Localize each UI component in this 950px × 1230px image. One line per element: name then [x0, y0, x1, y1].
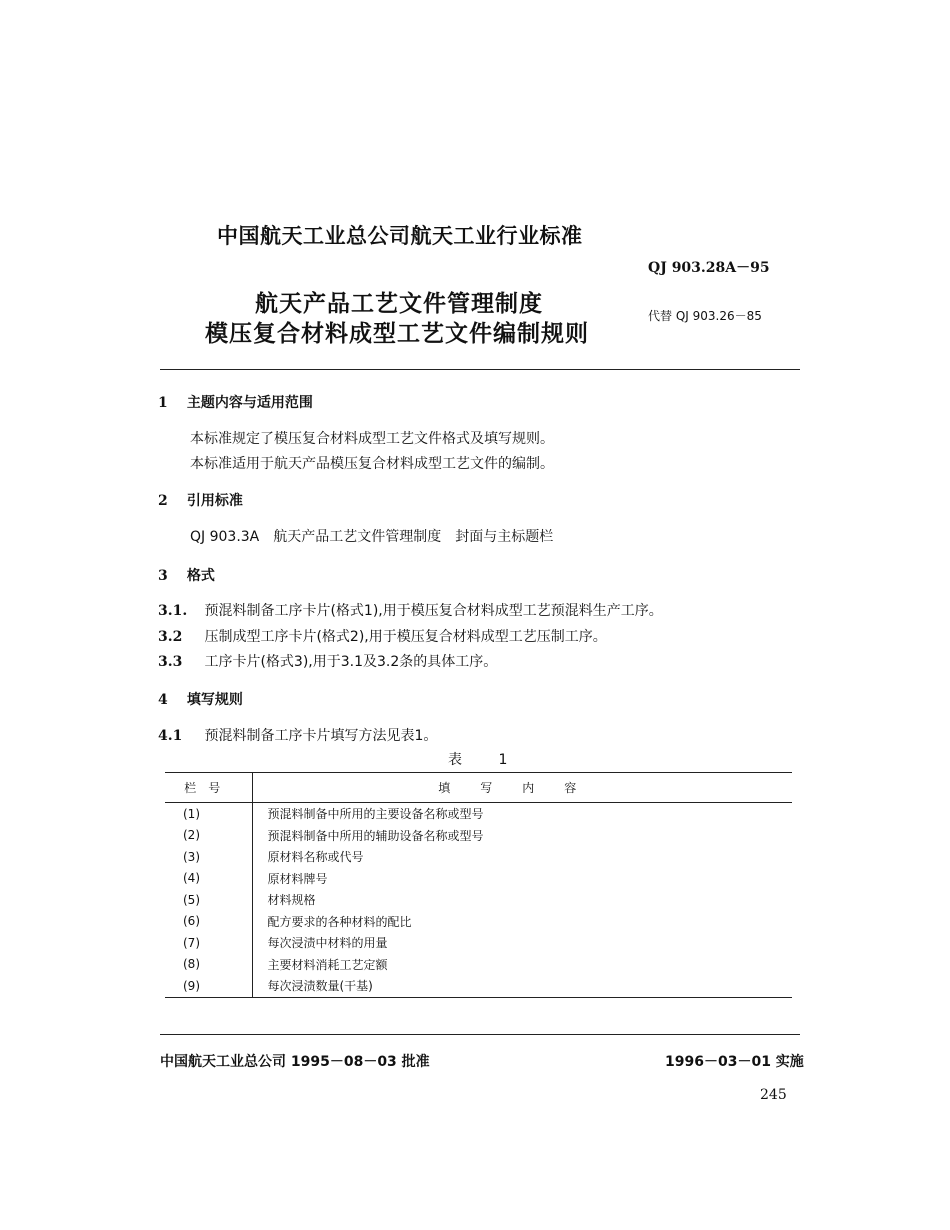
table-row — [165, 803, 792, 825]
section-title: 主题内容与适用范围 — [186, 395, 313, 411]
field-no-cell: (5) — [165, 889, 252, 911]
fill-rules-table — [165, 772, 792, 998]
section-1-paragraph-1: 本标准规定了模压复合材料成型工艺文件格式及填写规则。 — [190, 431, 554, 447]
clause-number: 3.1. — [158, 603, 188, 619]
section-3-heading — [158, 565, 215, 585]
table-row — [165, 889, 792, 911]
clause-number: 3.3 — [158, 654, 183, 670]
page-number: 245 — [760, 1087, 787, 1103]
clause-3-2 — [158, 626, 607, 646]
clause-text: 工序卡片(格式3),用于3.1及3.2条的具体工序。 — [204, 654, 498, 670]
field-no-cell: (6) — [165, 911, 252, 933]
section-2-heading — [158, 490, 243, 510]
table-row — [165, 868, 792, 890]
table-row — [165, 954, 792, 976]
field-no-cell: (8) — [165, 954, 252, 976]
field-no-cell: (9) — [165, 975, 252, 997]
header-divider — [160, 369, 800, 370]
document-title-line2: 模压复合材料成型工艺文件编制规则 — [205, 321, 589, 347]
section-2-paragraph-1: QJ 903.3A 航天产品工艺文件管理制度 封面与主标题栏 — [190, 529, 554, 545]
content-cell: 预混料制备中所用的辅助设备名称或型号 — [267, 828, 484, 843]
document-title-line1: 航天产品工艺文件管理制度 — [255, 291, 543, 317]
column-header-content: 填写内容 — [252, 773, 792, 803]
clause-4-1 — [158, 725, 437, 745]
section-4-heading — [158, 689, 243, 709]
column-header-field-no: 栏号 — [165, 773, 252, 803]
section-number: 2 — [158, 493, 168, 509]
approval-line: 中国航天工业总公司 1995－08－03 批准 — [160, 1054, 430, 1070]
field-no-cell: (1) — [165, 803, 252, 825]
clause-number: 4.1 — [158, 728, 183, 744]
effective-date: 1996－03－01 实施 — [665, 1054, 804, 1070]
clause-text: 预混料制备工序卡片(格式1),用于模压复合材料成型工艺预混料生产工序。 — [204, 603, 663, 619]
table-header-row — [165, 773, 792, 803]
replaces-standard: 代替 QJ 903.26－85 — [648, 309, 762, 323]
table-caption: 表 1 — [448, 752, 524, 768]
section-title: 引用标准 — [186, 493, 243, 509]
field-no-cell: (3) — [165, 846, 252, 868]
clause-text: 压制成型工序卡片(格式2),用于模压复合材料成型工艺压制工序。 — [204, 629, 607, 645]
table-row — [165, 911, 792, 933]
content-cell: 主要材料消耗工艺定额 — [267, 957, 388, 972]
content-cell: 每次浸渍中材料的用量 — [267, 936, 388, 951]
table-row — [165, 932, 792, 954]
content-cell: 原材料名称或代号 — [267, 850, 364, 865]
section-1-heading — [158, 392, 313, 412]
field-no-cell: (2) — [165, 825, 252, 847]
content-cell: 预混料制备中所用的主要设备名称或型号 — [267, 807, 484, 822]
content-cell: 原材料牌号 — [267, 871, 328, 886]
clause-3-3 — [158, 651, 497, 671]
table-row — [165, 975, 792, 997]
clause-text: 预混料制备工序卡片填写方法见表1。 — [204, 728, 438, 744]
footer-divider — [160, 1034, 800, 1035]
table-row — [165, 846, 792, 868]
content-cell: 材料规格 — [267, 893, 316, 908]
section-number: 3 — [158, 568, 168, 584]
section-number: 4 — [158, 692, 168, 708]
standard-number: QJ 903.28A－95 — [648, 260, 770, 276]
section-title: 填写规则 — [186, 692, 243, 708]
org-title: 中国航天工业总公司航天工业行业标准 — [217, 224, 583, 248]
clause-number: 3.2 — [158, 629, 183, 645]
clause-3-1 — [158, 600, 663, 620]
section-title: 格式 — [186, 568, 215, 584]
content-cell: 配方要求的各种材料的配比 — [267, 914, 412, 929]
section-1-paragraph-2: 本标准适用于航天产品模压复合材料成型工艺文件的编制。 — [190, 456, 554, 472]
content-cell: 每次浸渍数量(干基) — [252, 975, 792, 997]
table-row — [165, 825, 792, 847]
field-no-cell: (7) — [165, 932, 252, 954]
field-no-cell: (4) — [165, 868, 252, 890]
section-number: 1 — [158, 395, 168, 411]
